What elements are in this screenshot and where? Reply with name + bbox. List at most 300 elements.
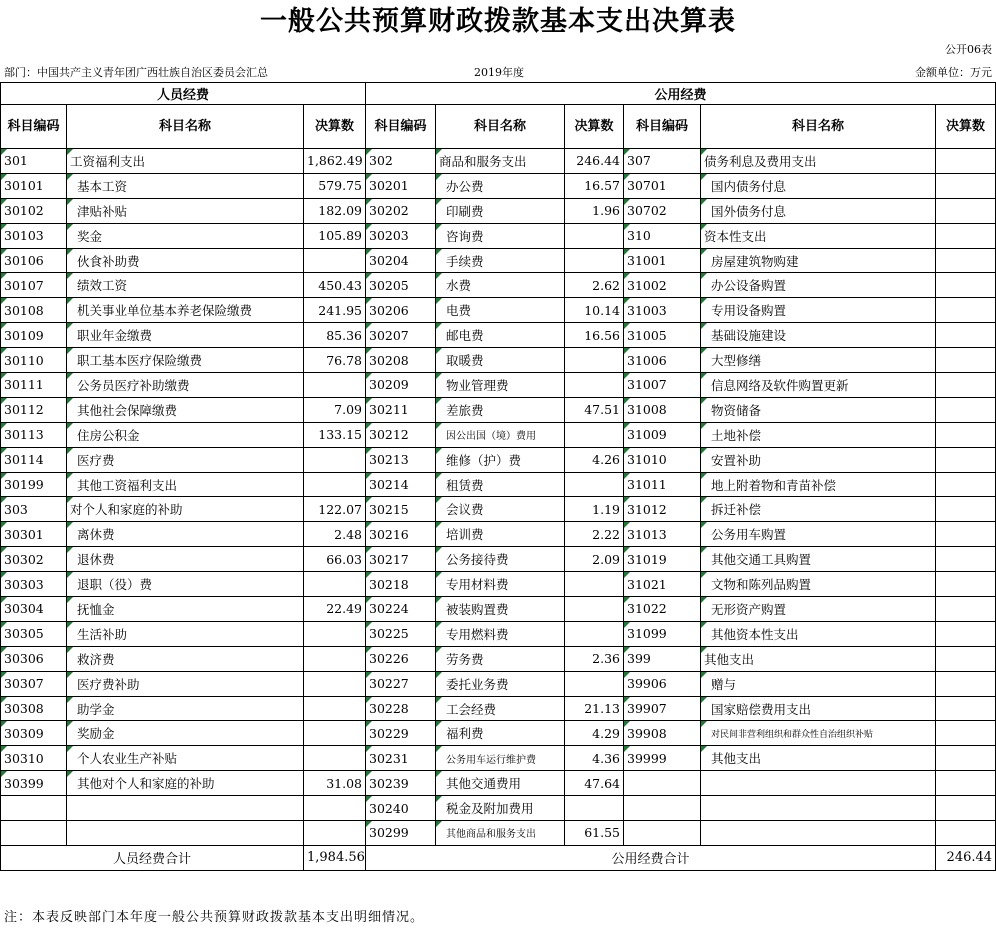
table-row — [1, 721, 996, 746]
cell-amount — [304, 373, 366, 398]
header-code: 科目编码 — [366, 105, 436, 149]
cell-name: 工会经费 — [436, 696, 565, 721]
cell-name: 租赁费 — [436, 472, 565, 497]
header-amount: 决算数 — [936, 105, 996, 149]
header-name: 科目名称 — [436, 105, 565, 149]
cell-code: 30101 — [1, 173, 67, 198]
cell-name: 对个人和家庭的补助 — [67, 497, 304, 522]
cell-amount — [936, 796, 996, 821]
cell-name: 公务员医疗补助缴费 — [67, 373, 304, 398]
cell-name: 专用材料费 — [436, 572, 565, 597]
table-row — [1, 373, 996, 398]
cell-code: 30231 — [366, 746, 436, 771]
cell-code: 30203 — [366, 223, 436, 248]
table-row — [1, 621, 996, 646]
cell-amount: 246.44 — [565, 149, 624, 174]
table-row — [1, 397, 996, 422]
cell-amount — [936, 397, 996, 422]
cell-name: 办公设备购置 — [701, 273, 936, 298]
cell-amount — [936, 348, 996, 373]
cell-amount — [565, 472, 624, 497]
cell-amount — [936, 746, 996, 771]
cell-amount — [936, 721, 996, 746]
cell-code: 30217 — [366, 547, 436, 572]
cell-code: 303 — [1, 497, 67, 522]
cell-code: 30216 — [366, 522, 436, 547]
cell-amount: 579.75 — [304, 173, 366, 198]
cell-name: 伙食补助费 — [67, 248, 304, 273]
cell-code: 30114 — [1, 447, 67, 472]
cell-amount: 47.51 — [565, 397, 624, 422]
cell-code: 399 — [624, 646, 701, 671]
cell-name: 奖励金 — [67, 721, 304, 746]
cell-amount: 122.07 — [304, 497, 366, 522]
cell-name — [67, 796, 304, 821]
cell-code: 31022 — [624, 597, 701, 622]
table-row — [1, 348, 996, 373]
cell-amount: 47.64 — [565, 771, 624, 796]
cell-code: 31001 — [624, 248, 701, 273]
cell-name: 基础设施建设 — [701, 323, 936, 348]
cell-amount — [304, 721, 366, 746]
cell-name: 基本工资 — [67, 173, 304, 198]
cell-code: 31002 — [624, 273, 701, 298]
cell-code: 30209 — [366, 373, 436, 398]
table-row — [1, 646, 996, 671]
cell-name: 文物和陈列品购置 — [701, 572, 936, 597]
cell-code: 39908 — [624, 721, 701, 746]
cell-code: 30226 — [366, 646, 436, 671]
cell-name: 培训费 — [436, 522, 565, 547]
cell-amount — [304, 472, 366, 497]
cell-name: 绩效工资 — [67, 273, 304, 298]
cell-code: 30305 — [1, 621, 67, 646]
table-row — [1, 771, 996, 796]
cell-amount — [936, 173, 996, 198]
cell-amount: 21.13 — [565, 696, 624, 721]
cell-name: 职业年金缴费 — [67, 323, 304, 348]
cell-amount — [936, 472, 996, 497]
cell-name: 退职（役）费 — [67, 572, 304, 597]
cell-name: 信息网络及软件购置更新 — [701, 373, 936, 398]
cell-name: 地上附着物和青苗补偿 — [701, 472, 936, 497]
cell-code: 30113 — [1, 422, 67, 447]
cell-code: 307 — [624, 149, 701, 174]
unit-label: 金额单位：万元 — [915, 66, 992, 79]
cell-name: 国家赔偿费用支出 — [701, 696, 936, 721]
cell-code: 30211 — [366, 397, 436, 422]
public-total-value: 246.44 — [936, 845, 996, 870]
cell-code: 30215 — [366, 497, 436, 522]
cell-name: 印刷费 — [436, 198, 565, 223]
cell-amount — [565, 248, 624, 273]
cell-name: 大型修缮 — [701, 348, 936, 373]
cell-amount — [936, 149, 996, 174]
cell-name: 手续费 — [436, 248, 565, 273]
cell-code: 30212 — [366, 422, 436, 447]
cell-code: 30213 — [366, 447, 436, 472]
cell-code: 30307 — [1, 671, 67, 696]
personnel-total-label: 人员经费合计 — [1, 845, 304, 870]
cell-code: 30227 — [366, 671, 436, 696]
header-code: 科目编码 — [624, 105, 701, 149]
cell-amount: 182.09 — [304, 198, 366, 223]
cell-code: 30103 — [1, 223, 67, 248]
cell-name: 电费 — [436, 298, 565, 323]
cell-code: 31010 — [624, 447, 701, 472]
table-row — [1, 173, 996, 198]
cell-amount — [936, 646, 996, 671]
cell-name — [701, 821, 936, 846]
table-row — [1, 472, 996, 497]
cell-amount: 4.26 — [565, 447, 624, 472]
cell-amount: 16.56 — [565, 323, 624, 348]
cell-name: 抚恤金 — [67, 597, 304, 622]
cell-name: 机关事业单位基本养老保险缴费 — [67, 298, 304, 323]
cell-amount — [304, 646, 366, 671]
cell-code: 30108 — [1, 298, 67, 323]
header-name: 科目名称 — [67, 105, 304, 149]
table-row — [1, 821, 996, 846]
cell-code: 31005 — [624, 323, 701, 348]
cell-name: 津贴补贴 — [67, 198, 304, 223]
year-label: 2019年度 — [474, 66, 524, 79]
cell-code: 30202 — [366, 198, 436, 223]
cell-name: 其他支出 — [701, 746, 936, 771]
cell-code: 30201 — [366, 173, 436, 198]
cell-code: 30309 — [1, 721, 67, 746]
cell-code: 30224 — [366, 597, 436, 622]
cell-code: 310 — [624, 223, 701, 248]
cell-amount — [304, 447, 366, 472]
cell-name: 资本性支出 — [701, 223, 936, 248]
cell-name: 无形资产购置 — [701, 597, 936, 622]
cell-code: 30229 — [366, 721, 436, 746]
cell-code: 31008 — [624, 397, 701, 422]
cell-name: 取暖费 — [436, 348, 565, 373]
cell-name: 专用燃料费 — [436, 621, 565, 646]
cell-code: 30302 — [1, 547, 67, 572]
cell-amount — [936, 223, 996, 248]
cell-code — [624, 796, 701, 821]
cell-code: 31012 — [624, 497, 701, 522]
cell-amount — [304, 746, 366, 771]
cell-code: 30303 — [1, 572, 67, 597]
cell-name: 助学金 — [67, 696, 304, 721]
cell-code: 39999 — [624, 746, 701, 771]
cell-name: 拆迁补偿 — [701, 497, 936, 522]
footnote: 注：本表反映部门本年度一般公共预算财政拨款基本支出明细情况。 — [4, 910, 425, 925]
cell-name: 其他支出 — [701, 646, 936, 671]
cell-name: 劳务费 — [436, 646, 565, 671]
cell-amount: 2.22 — [565, 522, 624, 547]
cell-amount: 16.57 — [565, 173, 624, 198]
cell-name: 离休费 — [67, 522, 304, 547]
cell-amount — [936, 547, 996, 572]
table-row — [1, 497, 996, 522]
table-row — [1, 597, 996, 622]
cell-amount: 61.55 — [565, 821, 624, 846]
cell-code: 31019 — [624, 547, 701, 572]
cell-code: 30102 — [1, 198, 67, 223]
cell-name: 物资储备 — [701, 397, 936, 422]
cell-code — [624, 821, 701, 846]
cell-code: 30701 — [624, 173, 701, 198]
cell-code — [1, 796, 67, 821]
cell-amount — [936, 522, 996, 547]
table-row — [1, 746, 996, 771]
cell-amount — [936, 671, 996, 696]
cell-amount — [936, 597, 996, 622]
cell-name: 住房公积金 — [67, 422, 304, 447]
cell-amount — [936, 422, 996, 447]
cell-name: 房屋建筑物购建 — [701, 248, 936, 273]
cell-code: 31013 — [624, 522, 701, 547]
cell-code — [624, 771, 701, 796]
cell-code: 30214 — [366, 472, 436, 497]
cell-amount — [936, 572, 996, 597]
table-row — [1, 696, 996, 721]
cell-name: 专用设备购置 — [701, 298, 936, 323]
cell-name: 公务接待费 — [436, 547, 565, 572]
cell-code: 30310 — [1, 746, 67, 771]
cell-name: 办公费 — [436, 173, 565, 198]
cell-name: 会议费 — [436, 497, 565, 522]
cell-name: 其他对个人和家庭的补助 — [67, 771, 304, 796]
cell-amount — [936, 373, 996, 398]
table-row — [1, 572, 996, 597]
totals-row — [1, 845, 996, 870]
cell-amount: 1.96 — [565, 198, 624, 223]
cell-name: 对民间非营利组织和群众性自治组织补贴 — [701, 721, 936, 746]
cell-code: 30225 — [366, 621, 436, 646]
cell-name: 安置补助 — [701, 447, 936, 472]
page-title: 一般公共预算财政拨款基本支出决算表 — [260, 6, 736, 37]
cell-code: 30107 — [1, 273, 67, 298]
cell-name: 职工基本医疗保险缴费 — [67, 348, 304, 373]
cell-code: 30206 — [366, 298, 436, 323]
cell-name: 土地补偿 — [701, 422, 936, 447]
cell-code: 30308 — [1, 696, 67, 721]
cell-code: 30306 — [1, 646, 67, 671]
cell-amount: 105.89 — [304, 223, 366, 248]
cell-amount: 2.09 — [565, 547, 624, 572]
cell-name: 医疗费 — [67, 447, 304, 472]
cell-amount — [304, 572, 366, 597]
cell-amount: 450.43 — [304, 273, 366, 298]
cell-code: 31021 — [624, 572, 701, 597]
table-row — [1, 149, 996, 174]
cell-code: 30109 — [1, 323, 67, 348]
cell-name: 税金及附加费用 — [436, 796, 565, 821]
cell-code: 30299 — [366, 821, 436, 846]
group-header-public: 公用经费 — [366, 83, 996, 105]
cell-amount — [304, 621, 366, 646]
cell-code: 30240 — [366, 796, 436, 821]
group-header-personnel: 人员经费 — [1, 83, 366, 105]
cell-amount: 7.09 — [304, 397, 366, 422]
cell-name: 其他交通费用 — [436, 771, 565, 796]
cell-amount — [936, 298, 996, 323]
header-amount: 决算数 — [304, 105, 366, 149]
cell-amount — [304, 821, 366, 846]
cell-code: 30228 — [366, 696, 436, 721]
cell-name: 工资福利支出 — [67, 149, 304, 174]
cell-code: 31011 — [624, 472, 701, 497]
table-row — [1, 248, 996, 273]
cell-amount — [304, 671, 366, 696]
cell-name: 物业管理费 — [436, 373, 565, 398]
cell-name: 个人农业生产补贴 — [67, 746, 304, 771]
cell-amount: 22.49 — [304, 597, 366, 622]
cell-code: 30112 — [1, 397, 67, 422]
cell-amount — [304, 248, 366, 273]
cell-amount: 76.78 — [304, 348, 366, 373]
cell-amount — [936, 198, 996, 223]
table-row — [1, 298, 996, 323]
header-code: 科目编码 — [1, 105, 67, 149]
cell-name: 其他社会保障缴费 — [67, 397, 304, 422]
cell-name: 其他工资福利支出 — [67, 472, 304, 497]
cell-code: 30106 — [1, 248, 67, 273]
cell-code: 30702 — [624, 198, 701, 223]
cell-name: 其他交通工具购置 — [701, 547, 936, 572]
cell-amount — [936, 771, 996, 796]
cell-amount: 85.36 — [304, 323, 366, 348]
cell-amount — [936, 696, 996, 721]
cell-amount — [936, 821, 996, 846]
cell-code: 30208 — [366, 348, 436, 373]
cell-name: 委托业务费 — [436, 671, 565, 696]
cell-name: 其他资本性支出 — [701, 621, 936, 646]
cell-code: 30199 — [1, 472, 67, 497]
table-row — [1, 447, 996, 472]
table-row — [1, 223, 996, 248]
cell-code: 31003 — [624, 298, 701, 323]
cell-name: 救济费 — [67, 646, 304, 671]
header-name: 科目名称 — [701, 105, 936, 149]
cell-name: 因公出国（境）费用 — [436, 422, 565, 447]
cell-amount — [565, 621, 624, 646]
cell-amount — [565, 572, 624, 597]
cell-name: 被装购置费 — [436, 597, 565, 622]
cell-name — [67, 821, 304, 846]
cell-name: 公务用车运行维护费 — [436, 746, 565, 771]
cell-amount: 133.15 — [304, 422, 366, 447]
cell-name: 赠与 — [701, 671, 936, 696]
cell-amount: 66.03 — [304, 547, 366, 572]
table-row — [1, 671, 996, 696]
cell-name — [701, 796, 936, 821]
cell-amount — [304, 696, 366, 721]
cell-amount — [565, 422, 624, 447]
cell-amount — [565, 671, 624, 696]
cell-amount — [565, 597, 624, 622]
cell-code: 301 — [1, 149, 67, 174]
cell-code: 30399 — [1, 771, 67, 796]
cell-name: 生活补助 — [67, 621, 304, 646]
cell-code: 30304 — [1, 597, 67, 622]
cell-code: 31099 — [624, 621, 701, 646]
cell-amount — [565, 373, 624, 398]
cell-code: 30205 — [366, 273, 436, 298]
cell-amount: 1,862.49 — [304, 149, 366, 174]
cell-amount — [936, 273, 996, 298]
cell-amount: 4.36 — [565, 746, 624, 771]
sheet-code: 公开06表 — [945, 43, 992, 56]
cell-amount: 1.19 — [565, 497, 624, 522]
cell-name: 其他商品和服务支出 — [436, 821, 565, 846]
cell-code: 39907 — [624, 696, 701, 721]
cell-name: 维修（护）费 — [436, 447, 565, 472]
cell-name: 国外债务付息 — [701, 198, 936, 223]
cell-name: 退休费 — [67, 547, 304, 572]
public-total-label: 公用经费合计 — [366, 845, 936, 870]
cell-amount — [565, 223, 624, 248]
cell-code: 31006 — [624, 348, 701, 373]
cell-amount: 31.08 — [304, 771, 366, 796]
table-row — [1, 796, 996, 821]
cell-name: 水费 — [436, 273, 565, 298]
cell-name: 公务用车购置 — [701, 522, 936, 547]
cell-amount — [304, 796, 366, 821]
cell-code: 30239 — [366, 771, 436, 796]
cell-code: 30111 — [1, 373, 67, 398]
table-row — [1, 323, 996, 348]
cell-code: 30110 — [1, 348, 67, 373]
cell-name: 商品和服务支出 — [436, 149, 565, 174]
header-amount: 决算数 — [565, 105, 624, 149]
table-row — [1, 273, 996, 298]
table-row — [1, 547, 996, 572]
cell-name: 奖金 — [67, 223, 304, 248]
cell-amount — [936, 621, 996, 646]
table-row — [1, 198, 996, 223]
cell-amount — [565, 348, 624, 373]
cell-code: 30207 — [366, 323, 436, 348]
cell-name: 福利费 — [436, 721, 565, 746]
cell-code: 31009 — [624, 422, 701, 447]
cell-amount — [936, 447, 996, 472]
cell-name: 债务利息及费用支出 — [701, 149, 936, 174]
cell-amount — [936, 497, 996, 522]
cell-code: 31007 — [624, 373, 701, 398]
cell-amount: 4.29 — [565, 721, 624, 746]
department-label: 部门：中国共产主义青年团广西壮族自治区委员会汇总 — [4, 66, 268, 79]
cell-amount — [565, 796, 624, 821]
cell-code: 30218 — [366, 572, 436, 597]
cell-amount: 2.48 — [304, 522, 366, 547]
cell-amount: 10.14 — [565, 298, 624, 323]
table-row — [1, 422, 996, 447]
cell-name: 咨询费 — [436, 223, 565, 248]
cell-code: 30301 — [1, 522, 67, 547]
cell-amount — [936, 248, 996, 273]
cell-amount — [936, 323, 996, 348]
cell-amount: 2.62 — [565, 273, 624, 298]
table-row — [1, 522, 996, 547]
cell-code: 39906 — [624, 671, 701, 696]
expenditure-table — [0, 82, 996, 871]
cell-name — [701, 771, 936, 796]
cell-code: 30204 — [366, 248, 436, 273]
cell-code — [1, 821, 67, 846]
cell-name: 医疗费补助 — [67, 671, 304, 696]
cell-name: 差旅费 — [436, 397, 565, 422]
personnel-total-value: 1,984.56 — [304, 845, 366, 870]
cell-amount: 2.36 — [565, 646, 624, 671]
cell-name: 邮电费 — [436, 323, 565, 348]
